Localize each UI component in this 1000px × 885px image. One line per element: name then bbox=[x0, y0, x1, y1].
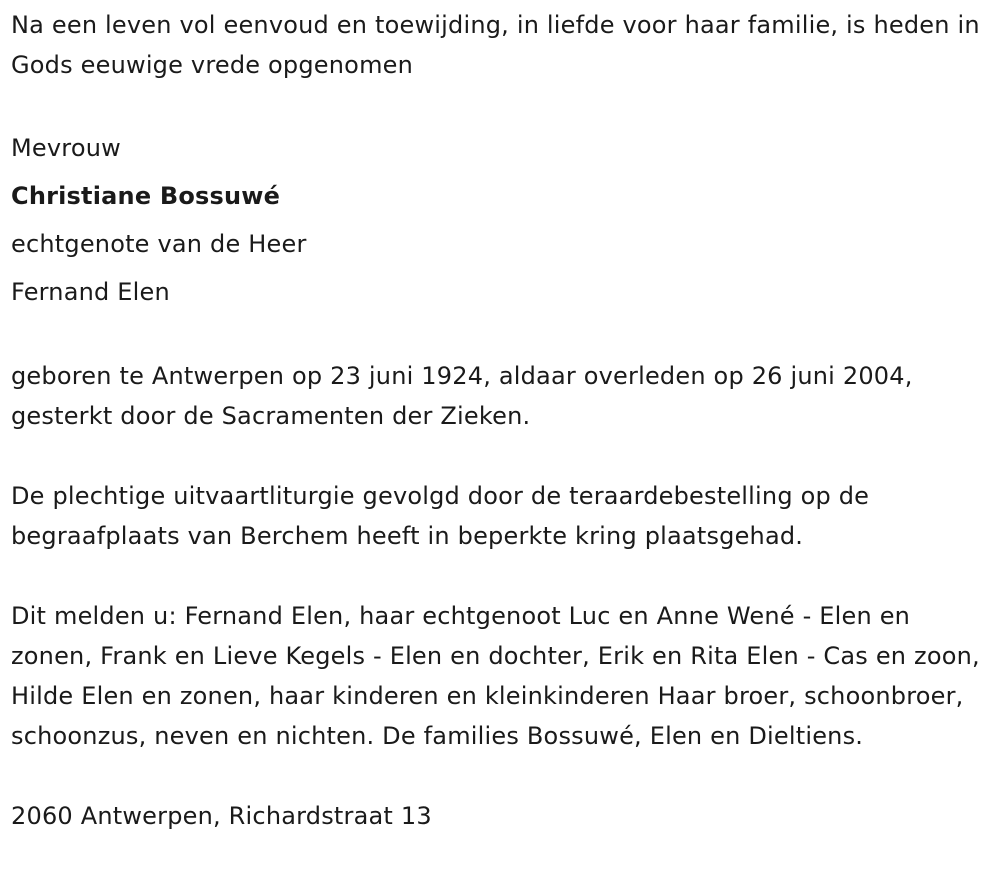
deceased-name: Christiane Bossuwé bbox=[11, 182, 281, 210]
name-block bbox=[11, 124, 991, 316]
relation-text: echtgenote van de Heer bbox=[11, 230, 307, 258]
honorific-title: Mevrouw bbox=[11, 134, 121, 162]
birth-death-text: geboren te Antwerpen op 23 juni 1924, aldaar overleden op 26 juni 2004, gesterkt door de Sacramenten der Zieken. bbox=[11, 362, 913, 430]
family-text: Dit melden u: Fernand Elen, haar echtgenoot Luc en Anne Wené - Elen en zonen, Frank en Lieve Kegels - Elen en dochter, Erik en Rita Elen - Cas en zoon, Hilde Elen en zonen, haar kinderen en kleinkinderen Haar broer, schoonbroer, schoonzus, neven en nichten. De families Bossuwé, Elen en Dieltiens. bbox=[11, 602, 980, 750]
intro-text: Na een leven vol eenvoud en toewijding, in liefde voor haar familie, is heden in Gods eeuwige vrede opgenomen bbox=[11, 11, 980, 79]
spouse-name: Fernand Elen bbox=[11, 278, 170, 306]
funeral-text: De plechtige uitvaartliturgie gevolgd door de teraardebestelling op de begraafplaats van Berchem heeft in beperkte kring plaatsgehad. bbox=[11, 482, 870, 550]
address-text: 2060 Antwerpen, Richardstraat 13 bbox=[11, 802, 432, 830]
obituary-notice bbox=[11, 0, 991, 836]
